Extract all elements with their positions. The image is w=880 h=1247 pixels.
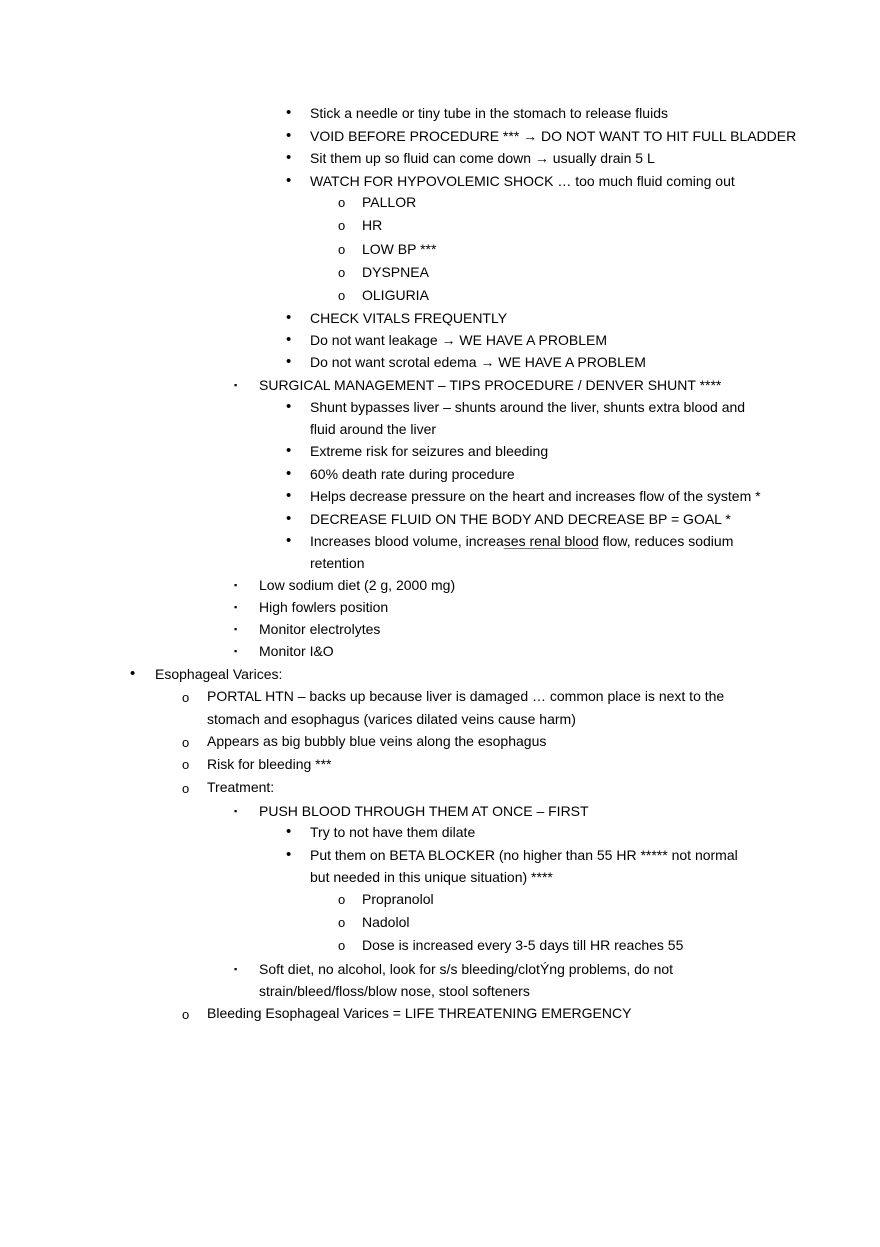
bullet-disc: • — [286, 442, 292, 459]
bullet-square: ▪ — [234, 380, 238, 390]
bullet-circle: o — [338, 288, 346, 303]
list-item: DYSPNEA — [362, 264, 429, 280]
text: VOID BEFORE PROCEDURE *** — [310, 128, 524, 144]
bullet-square: ▪ — [234, 624, 238, 634]
list-item: HR — [362, 217, 383, 233]
text: DO NOT WANT TO HIT FULL BLADDER — [537, 128, 797, 144]
list-item-continuation: fluid around the liver — [310, 421, 437, 437]
list-item: Dose is increased every 3-5 days till HR reaches 55 — [362, 937, 684, 953]
bullet-circle: o — [338, 195, 346, 210]
list-item: Appears as big bubbly blue veins along the esophagus — [207, 733, 547, 749]
bullet-circle: o — [338, 915, 346, 930]
bullet-circle: o — [182, 690, 190, 705]
list-item: Shunt bypasses liver – shunts around the liver, shunts extra blood and — [310, 399, 746, 415]
list-item — [310, 353, 646, 371]
bullet-disc: • — [286, 532, 292, 549]
bullet-square: ▪ — [234, 580, 238, 590]
list-item: Soft diet, no alcohol, look for s/s bleeding/clotÝng problems, do not — [259, 961, 674, 977]
arrow-icon: → — [441, 332, 456, 348]
list-item-continuation: stomach and esophagus (varices dilated veins cause harm) — [207, 711, 576, 727]
text: WE HAVE A PROBLEM — [494, 354, 646, 370]
bullet-disc: • — [286, 823, 292, 840]
bullet-disc: • — [286, 104, 292, 121]
list-item — [310, 127, 796, 145]
bullet-disc: • — [286, 149, 292, 166]
bullet-circle: o — [338, 242, 346, 257]
text: Do not want scrotal edema — [310, 354, 481, 370]
bullet-square: ▪ — [234, 964, 238, 974]
list-item: Try to not have them dilate — [310, 824, 476, 840]
list-item: Monitor I&O — [259, 643, 334, 659]
bullet-disc: • — [286, 510, 292, 527]
list-item — [310, 532, 733, 550]
text: Do not want leakage — [310, 332, 442, 348]
list-item: LOW BP *** — [362, 241, 437, 257]
list-item: High fowlers position — [259, 599, 389, 615]
list-item-continuation: retention — [310, 555, 365, 571]
arrow-icon: → — [534, 150, 549, 166]
list-item: Propranolol — [362, 891, 434, 907]
list-item: PORTAL HTN – backs up because liver is damaged … common place is next to the — [207, 688, 725, 704]
list-item: Bleeding Esophageal Varices = LIFE THREATENING EMERGENCY — [207, 1005, 632, 1021]
bullet-disc: • — [130, 665, 136, 682]
list-item: Put them on BETA BLOCKER (no higher than 55 HR ***** not normal — [310, 847, 738, 863]
bullet-disc: • — [286, 353, 292, 370]
list-item: OLIGURIA — [362, 287, 429, 303]
list-item: Low sodium diet (2 g, 2000 mg) — [259, 577, 456, 593]
bullet-disc: • — [286, 172, 292, 189]
bullet-disc: • — [286, 487, 292, 504]
arrow-icon: → — [523, 128, 538, 144]
arrow-icon: → — [480, 354, 495, 370]
list-item: Stick a needle or tiny tube in the stomach to release fluids — [310, 105, 668, 121]
list-item-continuation: but needed in this unique situation) **** — [310, 869, 553, 885]
bullet-disc: • — [286, 465, 292, 482]
list-item: PUSH BLOOD THROUGH THEM AT ONCE – FIRST — [259, 803, 589, 819]
text: Sit them up so fluid can come down — [310, 150, 535, 166]
list-item: Helps decrease pressure on the heart and increases flow of the system * — [310, 488, 761, 504]
text: usually drain 5 L — [548, 150, 655, 166]
bullet-disc: • — [286, 127, 292, 144]
bullet-circle: o — [182, 757, 190, 772]
list-item: DECREASE FLUID ON THE BODY AND DECREASE BP = GOAL * — [310, 511, 731, 527]
bullet-disc: • — [286, 309, 292, 326]
section-heading: Esophageal Varices: — [155, 666, 283, 682]
list-item: Extreme risk for seizures and bleeding — [310, 443, 549, 459]
bullet-circle: o — [182, 735, 190, 750]
text: flow, reduces sodium — [598, 533, 734, 549]
list-item — [310, 331, 607, 349]
bullet-square: ▪ — [234, 602, 238, 612]
bullet-disc: • — [286, 398, 292, 415]
text: WE HAVE A PROBLEM — [455, 332, 607, 348]
underlined-text: ses renal blood — [503, 533, 599, 549]
bullet-circle: o — [182, 781, 190, 796]
list-item: Nadolol — [362, 914, 410, 930]
bullet-circle: o — [338, 265, 346, 280]
list-item: Monitor electrolytes — [259, 621, 381, 637]
bullet-circle: o — [182, 1007, 190, 1022]
list-item: CHECK VITALS FREQUENTLY — [310, 310, 508, 326]
list-item: Treatment: — [207, 779, 275, 795]
bullet-square: ▪ — [234, 646, 238, 656]
list-item: PALLOR — [362, 194, 417, 210]
list-item-continuation: strain/bleed/floss/blow nose, stool softeners — [259, 983, 530, 999]
list-item: 60% death rate during procedure — [310, 466, 515, 482]
list-item: Risk for bleeding *** — [207, 756, 332, 772]
bullet-disc: • — [286, 331, 292, 348]
bullet-disc: • — [286, 846, 292, 863]
text: Increases blood volume, increa — [310, 533, 504, 549]
list-item: WATCH FOR HYPOVOLEMIC SHOCK … too much fluid coming out — [310, 173, 735, 189]
bullet-circle: o — [338, 892, 346, 907]
bullet-square: ▪ — [234, 806, 238, 816]
list-item — [310, 149, 655, 167]
list-item: SURGICAL MANAGEMENT – TIPS PROCEDURE / DENVER SHUNT **** — [259, 377, 722, 393]
bullet-circle: o — [338, 218, 346, 233]
bullet-circle: o — [338, 938, 346, 953]
